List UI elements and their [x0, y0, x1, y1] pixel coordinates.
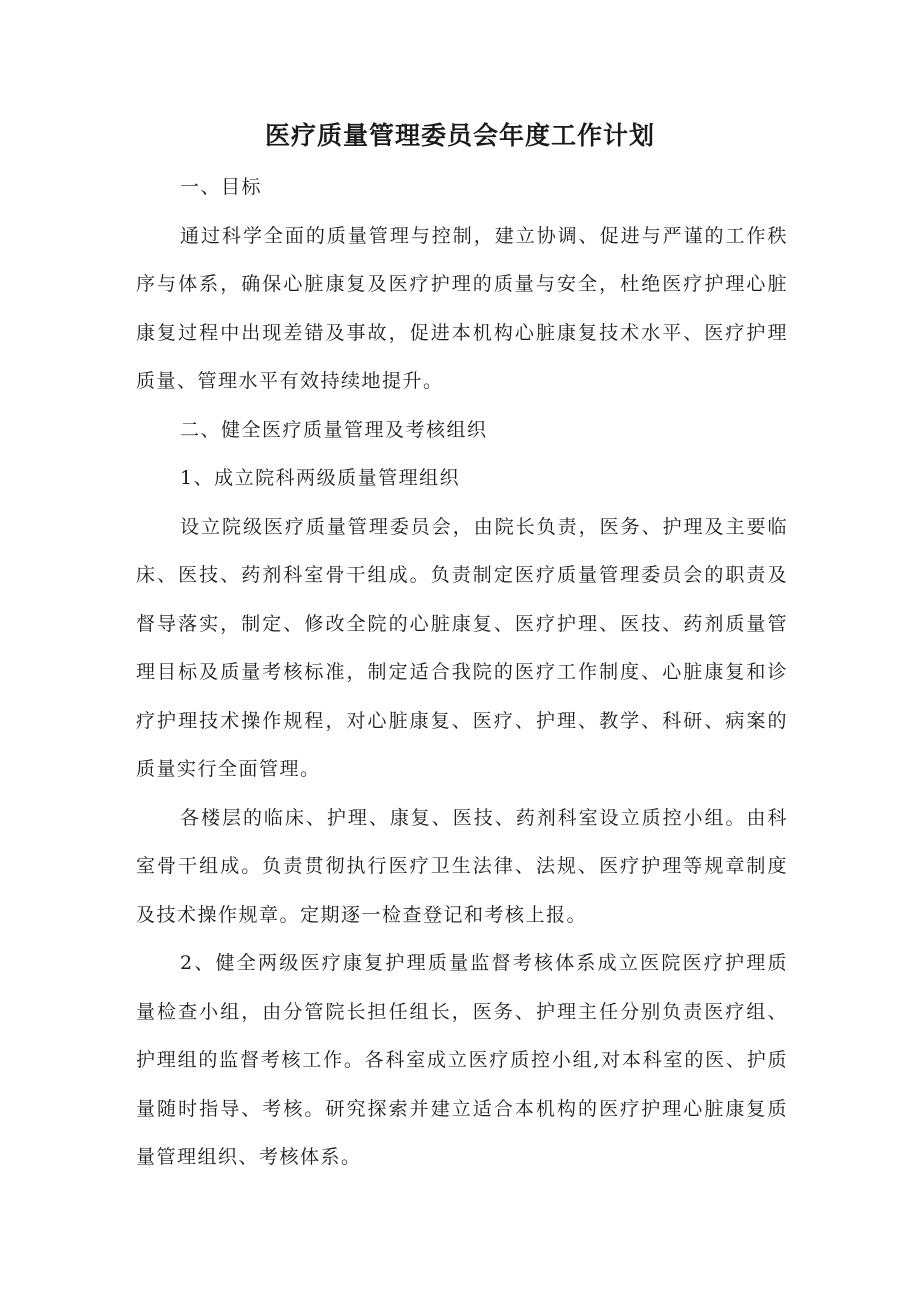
paragraph-department-groups: 各楼层的临床、护理、康复、医技、药剂科室设立质控小组。由科室骨干组成。负责贯彻执行医疗卫生法律、法规、医疗护理等规章制度及技术操作规章。定期逐一检查登记和考核上报。 [136, 806, 788, 926]
section-heading-goal: 一、目标 [180, 176, 263, 198]
paragraph-supervision-system: 2、健全两级医疗康复护理质量监督考核体系成立医院医疗护理质量检查小组，由分管院长担任组长，医务、护理主任分别负责医疗组、护理组的监督考核工作。各科室成立医疗质控小组,对本科室的医、护质量随时指导、考核。研究探索并建立适合本机构的医疗护理心脏康复质量管理组织、考核体系。 [136, 952, 788, 1168]
section-heading-organization: 二、健全医疗质量管理及考核组织 [180, 418, 488, 441]
document-title: 医疗质量管理委员会年度工作计划 [264, 121, 655, 150]
paragraph-hospital-committee: 设立院级医疗质量管理委员会，由院长负责，医务、护理及主要临床、医技、药剂科室骨干组成。负责制定医疗质量管理委员会的职责及督导落实，制定、修改全院的心脏康复、医疗护理、医技、药剂质量管理目标及质量考核标准，制定适合我院的医疗工作制度、心脏康复和诊疗护理技术操作规程，对心脏康复、医疗、护理、教学、科研、病案的质量实行全面管理。 [136, 515, 788, 780]
paragraph-goal: 通过科学全面的质量管理与控制，建立协调、促进与严谨的工作秩序与体系，确保心脏康复及医疗护理的质量与安全，杜绝医疗护理心脏康复过程中出现差错及事故，促进本机构心脏康复技术水平、医疗护理质量、管理水平有效持续地提升。 [136, 224, 788, 392]
document-body [136, 163, 788, 1182]
subsection-heading-two-level: 1、成立院科两级质量管理组织 [180, 467, 461, 489]
